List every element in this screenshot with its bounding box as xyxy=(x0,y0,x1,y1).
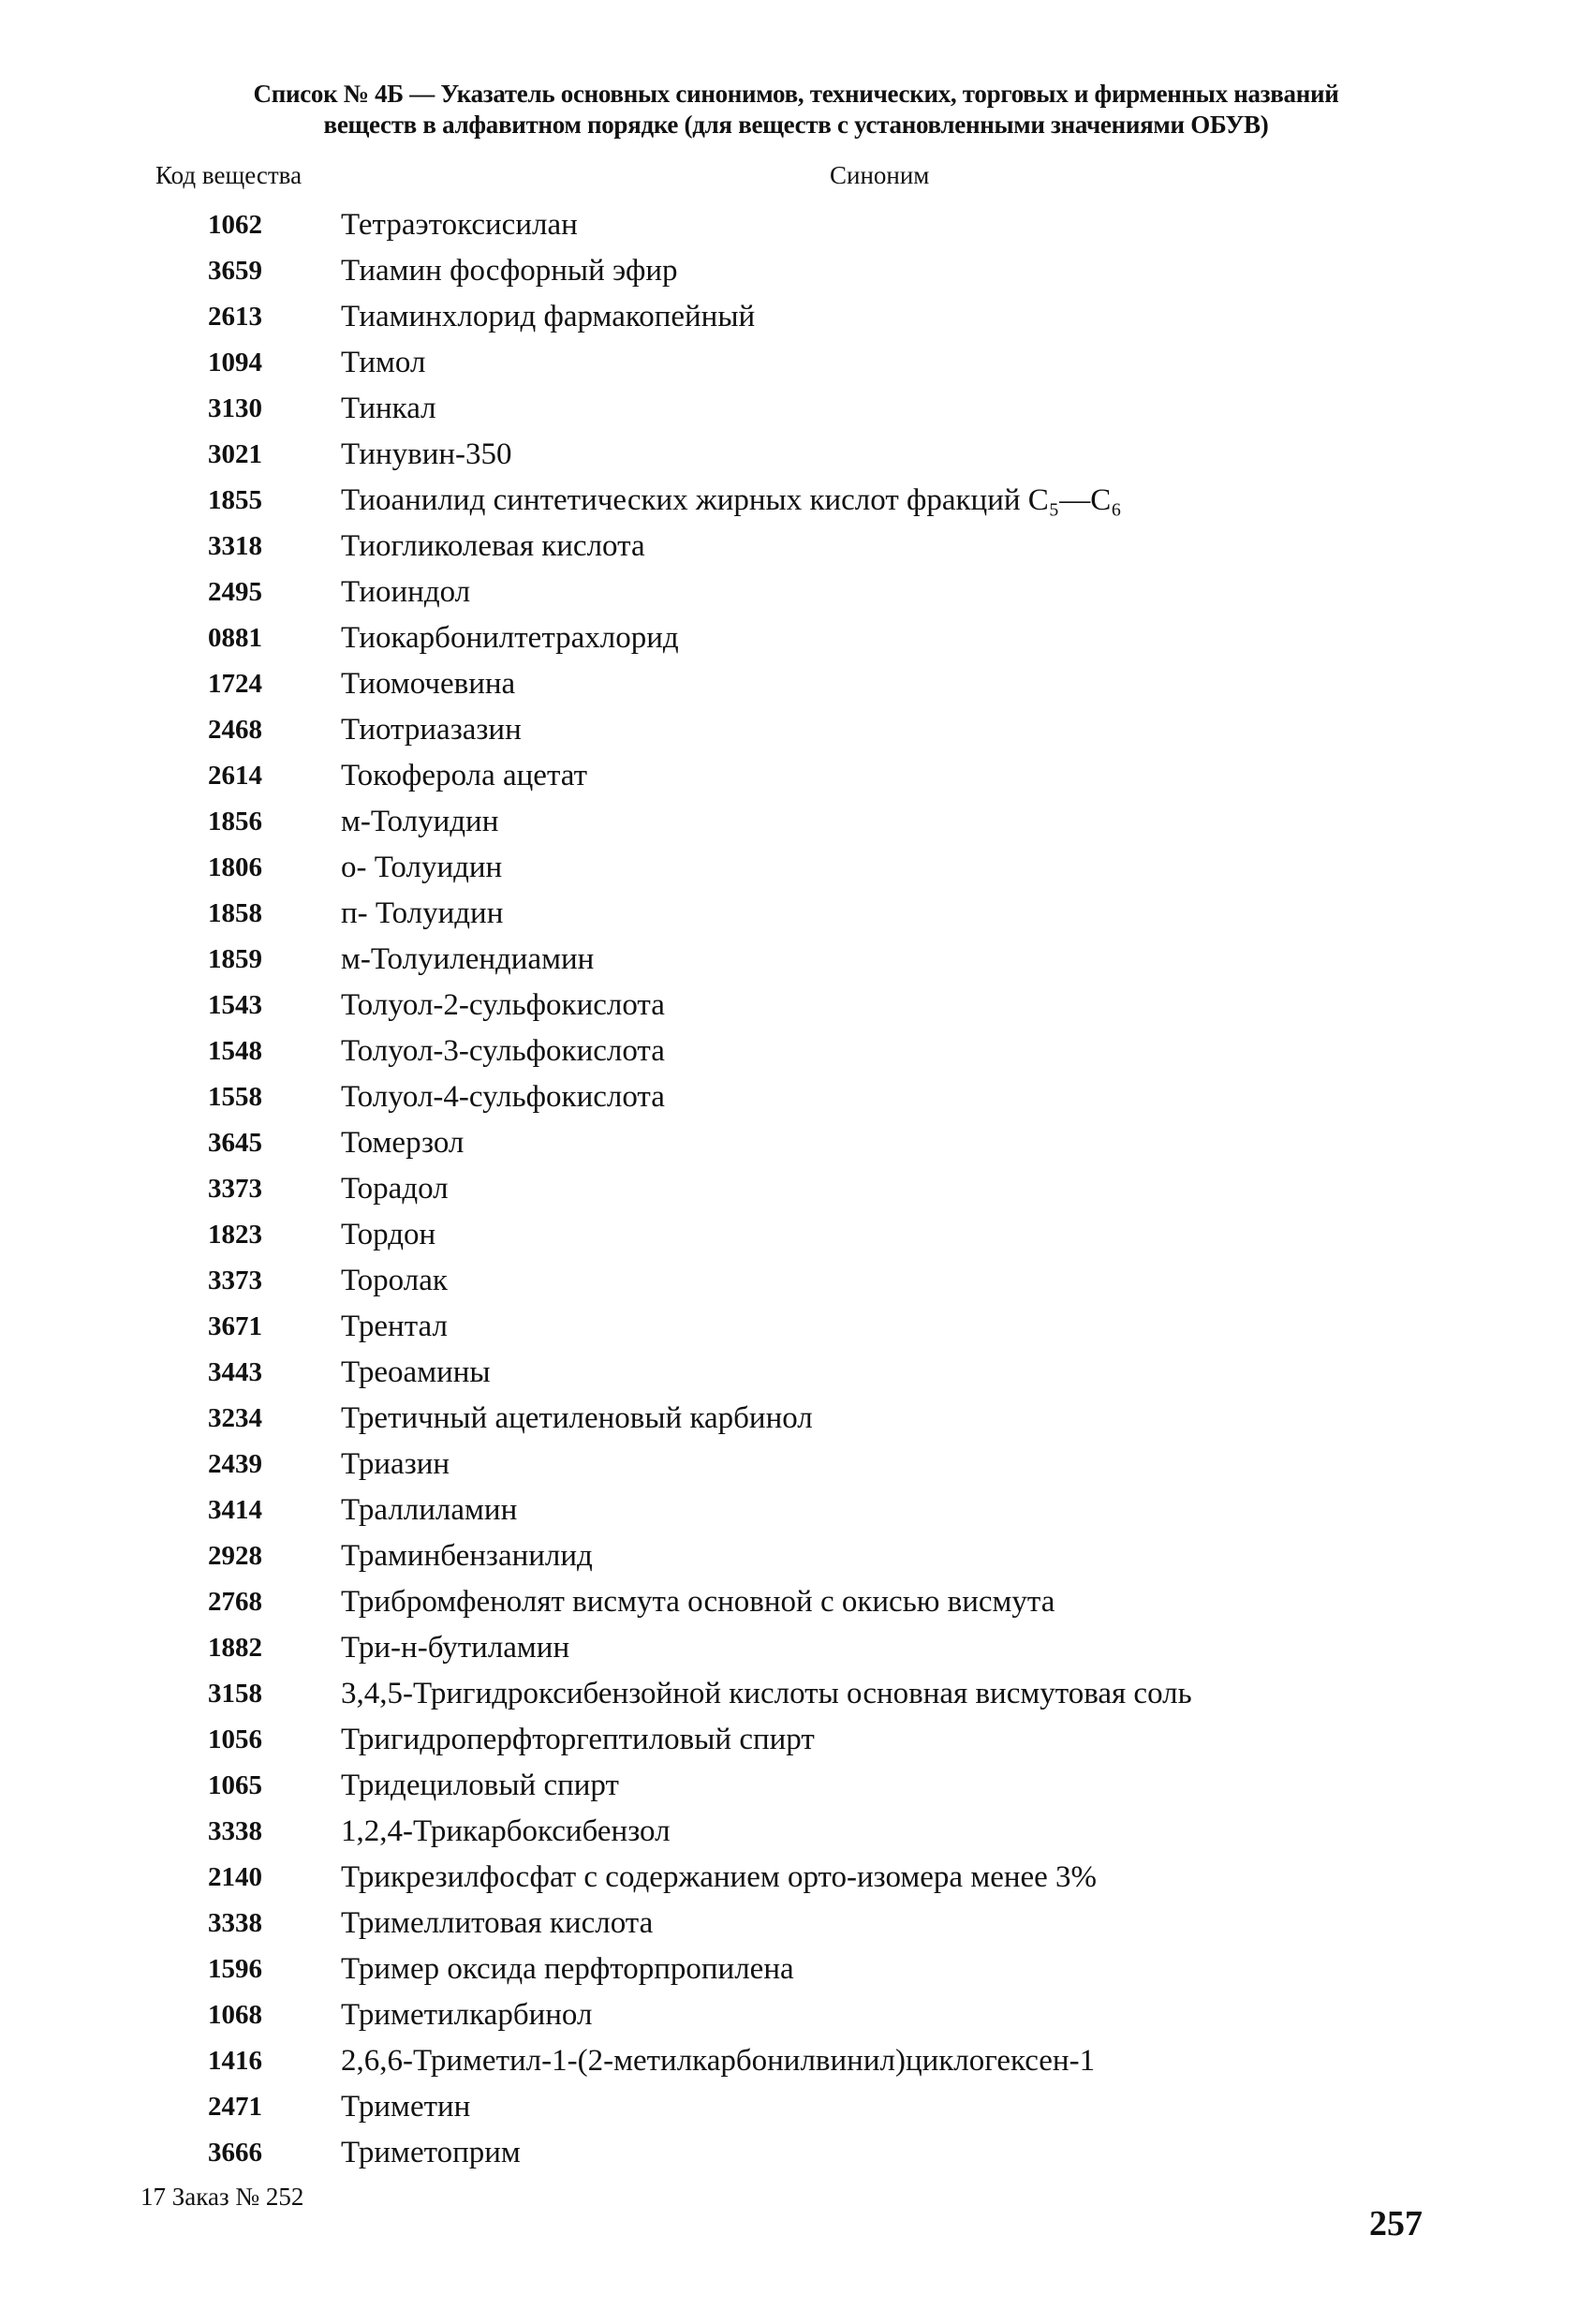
substance-code: 3318 xyxy=(208,531,262,561)
substance-code: 1859 xyxy=(208,944,262,974)
synonym-name: Треоамины xyxy=(341,1355,491,1389)
synonym-name: Тиамин фосфорный эфир xyxy=(341,254,678,288)
synonym-name: Тетраэтоксисилан xyxy=(341,208,578,242)
table-row xyxy=(0,1763,1593,1809)
synonym-name: Тиомочевина xyxy=(341,667,516,701)
substance-code: 3659 xyxy=(208,256,262,286)
table-row xyxy=(0,891,1593,937)
substance-code: 3338 xyxy=(208,1908,262,1938)
synonym-name: 2,6,6-Триметил-1-(2-метилкарбонилвинил)циклогексен-1 xyxy=(341,2044,1096,2078)
substance-code: 1596 xyxy=(208,1954,262,1984)
table-row xyxy=(0,1488,1593,1533)
table-row xyxy=(0,524,1593,570)
title-line-2: веществ в алфавитном порядке (для веществ с установленными значениями ОБУВ) xyxy=(323,111,1269,139)
substance-code: 2439 xyxy=(208,1449,262,1479)
table-row xyxy=(0,1671,1593,1717)
substance-code: 1543 xyxy=(208,990,262,1020)
table-row xyxy=(0,845,1593,891)
table-row xyxy=(0,1029,1593,1074)
synonym-name: Торолак xyxy=(341,1264,448,1297)
substance-code: 3414 xyxy=(208,1495,262,1525)
table-row xyxy=(0,1304,1593,1350)
substance-code: 1882 xyxy=(208,1633,262,1663)
table-row xyxy=(0,1901,1593,1947)
table-row xyxy=(0,1120,1593,1166)
table-row xyxy=(0,1992,1593,2038)
synonym-name: Токоферола ацетат xyxy=(341,759,587,792)
table-row xyxy=(0,1625,1593,1671)
table-row xyxy=(0,2130,1593,2176)
synonym-name: Тиоанилид синтетических жирных кислот фракций C₅—C₆ xyxy=(341,483,1122,517)
synonym-name: Третичный ацетиленовый карбинол xyxy=(341,1401,813,1435)
synonym-name: Тиаминхлорид фармакопейный xyxy=(341,300,756,333)
synonym-name: Тридециловый спирт xyxy=(341,1769,619,1802)
synonym-name: п- Толуидин xyxy=(341,896,504,930)
substance-code: 3338 xyxy=(208,1816,262,1846)
substance-code: 2140 xyxy=(208,1862,262,1892)
table-row xyxy=(0,615,1593,661)
substance-code: 1558 xyxy=(208,1082,262,1112)
table-row xyxy=(0,2038,1593,2084)
substance-code: 1056 xyxy=(208,1724,262,1754)
table-row xyxy=(0,1947,1593,1992)
substance-code: 1065 xyxy=(208,1770,262,1800)
synonym-name: Толуол-4-сульфокислота xyxy=(341,1080,665,1114)
table-row xyxy=(0,386,1593,432)
synonym-name: 3,4,5-Тригидроксибензойной кислоты основная висмутовая соль xyxy=(341,1677,1192,1710)
substance-code: 1094 xyxy=(208,348,262,377)
synonym-name: м-Толуилендиамин xyxy=(341,942,595,976)
synonym-name: Тиогликолевая кислота xyxy=(341,529,645,563)
substance-code: 3373 xyxy=(208,1174,262,1204)
table-row xyxy=(0,753,1593,799)
document-title xyxy=(140,79,1452,141)
page-number: 257 xyxy=(1369,2204,1423,2243)
substance-code: 0881 xyxy=(208,623,262,653)
table-row xyxy=(0,661,1593,707)
synonym-name: Триазин xyxy=(341,1447,450,1481)
synonym-name: Томерзол xyxy=(341,1126,465,1160)
substance-code: 3158 xyxy=(208,1679,262,1709)
table-row xyxy=(0,1074,1593,1120)
substance-code: 2471 xyxy=(208,2092,262,2122)
table-row xyxy=(0,1855,1593,1901)
synonym-name: Тиоиндол xyxy=(341,575,471,609)
substance-code: 3645 xyxy=(208,1128,262,1158)
synonym-name: Триметоприм xyxy=(341,2136,521,2169)
table-row xyxy=(0,1350,1593,1396)
synonym-name: Три-н-бутиламин xyxy=(341,1631,570,1665)
substance-code: 2495 xyxy=(208,577,262,607)
table-row xyxy=(0,202,1593,248)
table-row xyxy=(0,340,1593,386)
synonym-name: Трентал xyxy=(341,1310,448,1343)
table-row xyxy=(0,432,1593,478)
table-row xyxy=(0,478,1593,524)
synonym-name: Тригидроперфторгептиловый спирт xyxy=(341,1723,815,1756)
substance-code: 2614 xyxy=(208,761,262,791)
table-row xyxy=(0,1533,1593,1579)
synonym-name: 1,2,4-Трикарбоксибензол xyxy=(341,1814,671,1848)
substance-code: 3373 xyxy=(208,1266,262,1295)
synonym-name: Трибромфенолят висмута основной с окисью висмута xyxy=(341,1585,1055,1619)
table-row xyxy=(0,294,1593,340)
table-row xyxy=(0,1579,1593,1625)
substance-code: 1806 xyxy=(208,852,262,882)
table-row xyxy=(0,707,1593,753)
substance-code: 3666 xyxy=(208,2138,262,2168)
synonym-name: о- Толуидин xyxy=(341,851,503,884)
table-row xyxy=(0,937,1593,983)
table-row xyxy=(0,1396,1593,1442)
column-header-synonym: Синоним xyxy=(830,161,930,189)
printer-signature: 17 Заказ № 252 xyxy=(140,2183,304,2211)
synonym-name: Трикрезилфосфат с содержанием орто-изомера менее 3% xyxy=(341,1860,1098,1894)
column-header-code: Код вещества xyxy=(155,161,302,189)
synonym-name: Тинувин-350 xyxy=(341,437,512,471)
table-row xyxy=(0,1442,1593,1488)
substance-code: 3021 xyxy=(208,439,262,469)
table-row xyxy=(0,1717,1593,1763)
substance-code: 1068 xyxy=(208,2000,262,2030)
table-row xyxy=(0,1258,1593,1304)
synonym-name: м-Толуидин xyxy=(341,805,499,838)
substance-code: 1855 xyxy=(208,485,262,515)
table-row xyxy=(0,1809,1593,1855)
synonym-name: Тример оксида перфторпропилена xyxy=(341,1952,794,1986)
synonym-name: Тиокарбонилтетрахлорид xyxy=(341,621,679,655)
substance-code: 1823 xyxy=(208,1220,262,1250)
substance-code: 2613 xyxy=(208,302,262,332)
table-row xyxy=(0,799,1593,845)
synonym-name: Тордон xyxy=(341,1218,436,1251)
substance-code: 3234 xyxy=(208,1403,262,1433)
substance-code: 1858 xyxy=(208,898,262,928)
substance-code: 2468 xyxy=(208,715,262,745)
table-row xyxy=(0,248,1593,294)
table-row xyxy=(0,983,1593,1029)
table-row xyxy=(0,1166,1593,1212)
substance-code: 1856 xyxy=(208,807,262,836)
table-row xyxy=(0,570,1593,615)
substance-code: 3671 xyxy=(208,1311,262,1341)
substance-code: 3443 xyxy=(208,1357,262,1387)
synonym-name: Тиотриазазин xyxy=(341,713,522,747)
synonym-name: Траминбензанилид xyxy=(341,1539,593,1573)
substance-code: 1548 xyxy=(208,1036,262,1066)
synonym-name: Траллиламин xyxy=(341,1493,518,1527)
table-row xyxy=(0,2084,1593,2130)
synonym-name: Триметин xyxy=(341,2090,471,2124)
synonym-name: Торадол xyxy=(341,1172,449,1206)
synonym-name: Толуол-2-сульфокислота xyxy=(341,988,665,1022)
synonym-name: Тинкал xyxy=(341,392,436,425)
synonym-name: Триметилкарбинол xyxy=(341,1998,593,2032)
substance-code: 2768 xyxy=(208,1587,262,1617)
substance-code: 3130 xyxy=(208,393,262,423)
substance-code: 1062 xyxy=(208,210,262,240)
substance-code: 2928 xyxy=(208,1541,262,1571)
synonym-name: Толуол-3-сульфокислота xyxy=(341,1034,665,1068)
substance-code: 1416 xyxy=(208,2046,262,2076)
substance-code: 1724 xyxy=(208,669,262,699)
title-line-1: Список № 4Б — Указатель основных синонимов, технических, торговых и фирменных названий xyxy=(253,80,1339,108)
table-row xyxy=(0,1212,1593,1258)
synonym-name: Тримеллитовая кислота xyxy=(341,1906,654,1940)
synonym-name: Тимол xyxy=(341,346,426,379)
